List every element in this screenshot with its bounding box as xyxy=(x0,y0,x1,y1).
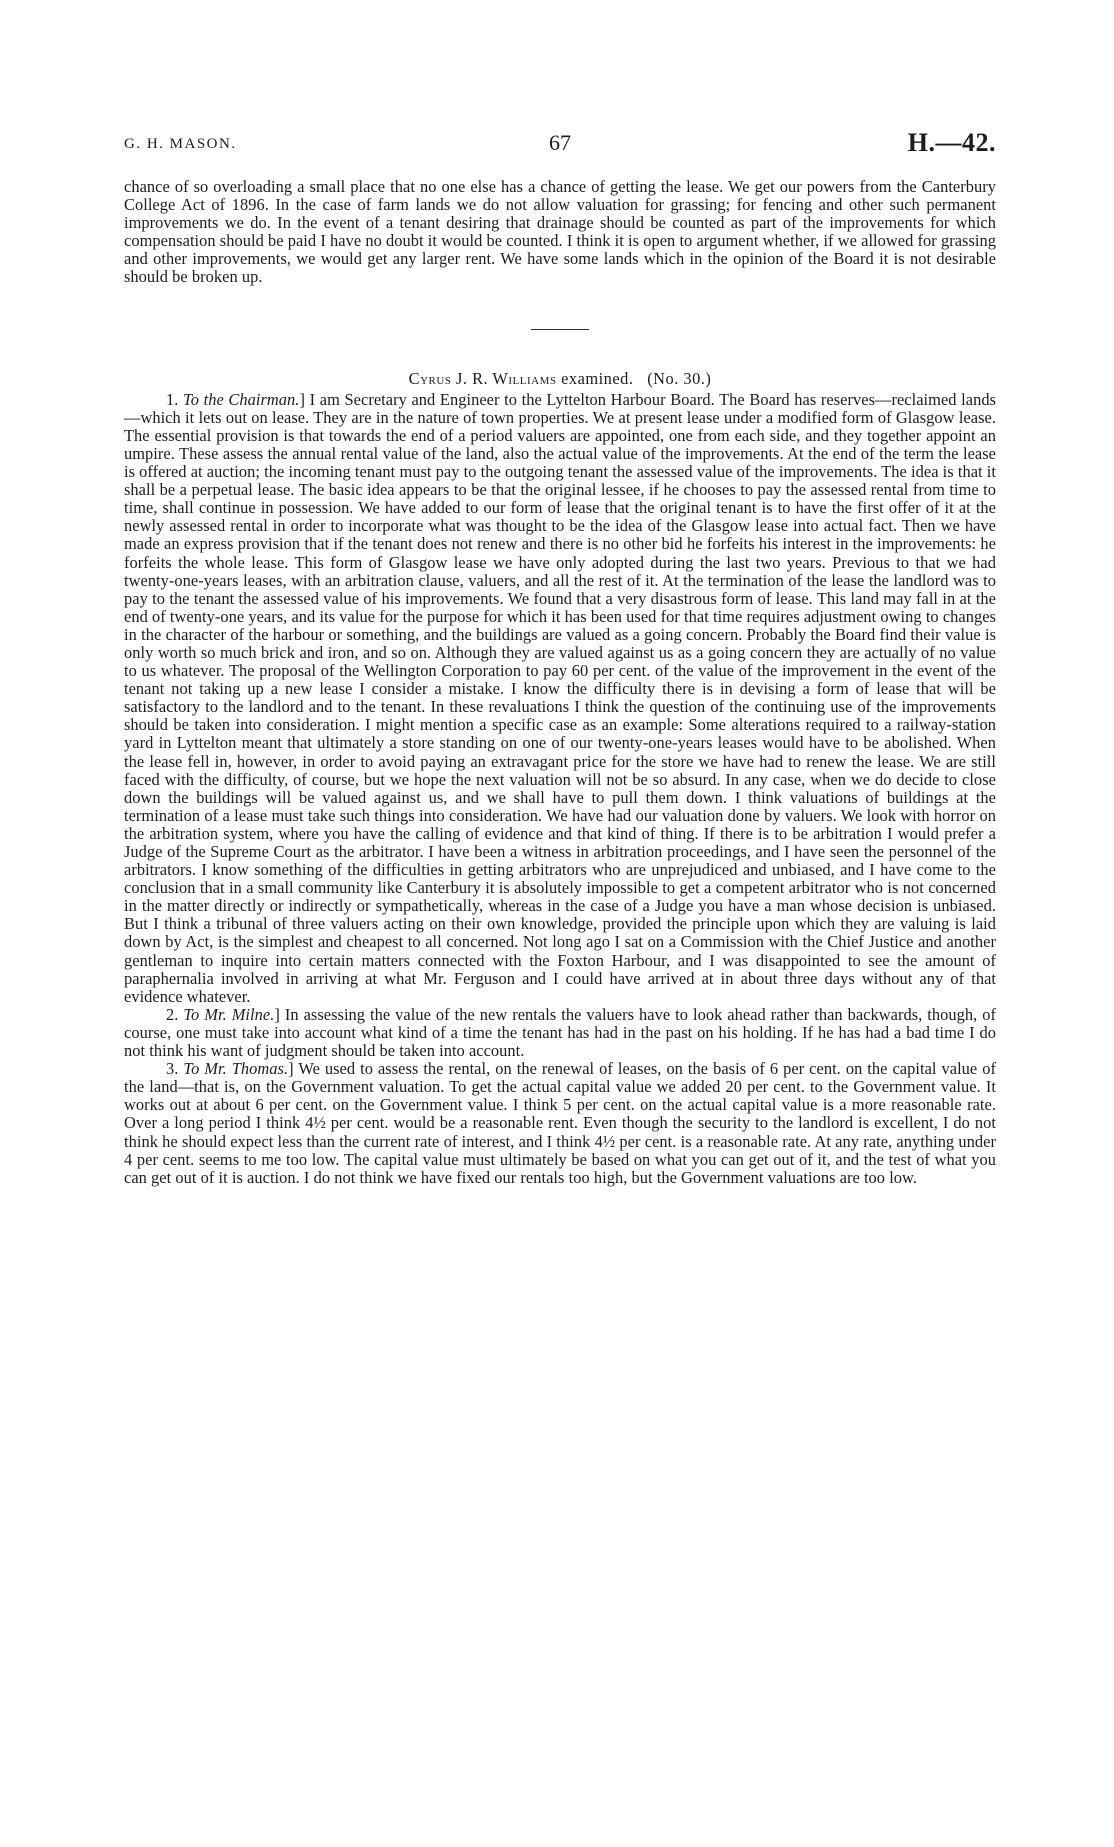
question-examiner: To Mr. Milne. xyxy=(183,1004,275,1024)
question-text: We used to assess the rental, on the renewal of leases, on the basis of 6 per cent. on the capital value of the land—that is, on the Government valuation. To get the actual capital value we added 20 per cent. to the Government value. It works out at about 6 per cent. on the Government value. I think 5 per cent. on the actual capital value is a more reasonable rate. Over a long period I think 4½ per cent. would be a reasonable rent. Even though the security to the landlord is excellent, I do not think he should expect less than the current rate of interest, and I think 4½ per cent. is a reasonable rate. At any rate, anything under 4 per cent. seems to me too low. The capital value must ultimately be based on what you can get out of it, and the test of what you can get out of it is auction. I do not think we have fixed our rentals too high, but the Government valuations are too low. xyxy=(124,1059,996,1187)
document-reference: H.—42. xyxy=(907,128,996,157)
question-examiner: To Mr. Thomas. xyxy=(183,1059,289,1079)
question-paragraph-1: 1. To the Chairman.] I am Secretary and Engineer to the Lyttelton Harbour Board. The Board has reserves—reclaimed lands—which it lets out on lease. They are in the nature of town properties. We at present lease under a modified form of Glasgow lease. The essential provision is that towards the end of a period valuers are appointed, one from each side, and they together appoint an umpire. These assess the annual rental value of the land, also the actual value of the improvements. At the end of the term the lease is offered at auction; the incoming tenant must pay to the outgoing tenant the assessed value of the improvements. The idea is that it shall be a perpetual lease. The basic idea appears to be that the original lessee, if he chooses to pay the assessed rental from time to time, shall continue in possession. We have added to our form of lease that the original tenant is to have the first offer of it at the newly assessed rental in order to incorporate what was thought to be the idea of the Glasgow lease into actual fact. Then we have made an express provision that if the tenant does not renew and there is no other bid he forfeits his interest in the improvements: he forfeits the whole lease. This form of Glasgow lease we have only adopted during the last two years. Previous to that we had twenty-one-years leases, with an arbitration clause, valuers, and all the rest of it. At the termination of the lease the landlord was to pay to the tenant the assessed value of his improvements. We found that a very disastrous form of lease. This land may fall in at the end of twenty-one years, and its value for the purpose for which it has been used for that time requires adjustment owing to changes in the character of the harbour or something, and the buildings are valued as a going concern. Probably the Board find their value is only worth so much brick and iron, and so on. Although they are valued against us as a going concern they are actually of no value to us whatever. The proposal of the Wellington Corporation to pay 60 per cent. of the value of the improvement in the event of the tenant not taking up a new lease I consider a mistake. I know the difficulty there is in devising a form of lease that will be satisfactory to the landlord and to the tenant. In these revaluations I think the question of the continuing use of the improvements should be taken into consideration. I might mention a specific case as an example: Some alterations required to a railway-station yard in Lyttelton meant that ultimately a store standing on one of our twenty-one-years leases would have to be abolished. When the lease fell in, however, in order to avoid paying an extravagant price for the store we have had to renew the lease. We are still faced with the difficulty, of course, but we hope the next valuation will not be so absurd. In any case, when we do decide to close down the buildings will be valued against us, and we shall have to pull them down. I think valuations of buildings at the termination of a lease must take such things into consideration. We have had our valuation done by valuers. We look with horror on the arbitration system, where you have the calling of evidence and that kind of thing. If there is to be arbitration I would prefer a Judge of the Supreme Court as the arbitrator. I have been a witness in arbitration proceedings, and I have seen the personnel of the arbitrators. I know something of the difficulties in getting arbitrators who are unprejudiced and unbiased, and I have come to the conclusion that in a small community like Canterbury it is absolutely impossible to get a competent arbitrator who is not concerned in the matter directly or indirectly or sympathetically, whereas in the case of a Judge you have a man whose decision is unbiased. But I think a tribunal of three valuers acting on their own knowledge, provided the principle upon which they are valuing is laid down by Act, is the simplest and cheapest to all concerned. Not long ago I sat on a Commission with the Chief Justice and another gentleman to inquire into certain matters connected with the Foxton Harbour, and I was disappointed to see the amount of paraphernalia involved in arriving at what Mr. Ferguson and I could have arrived at in about three days without any of that evidence whatever. xyxy=(124,389,996,1006)
question-number: 2. xyxy=(166,1004,179,1024)
intro-paragraph: chance of so overloading a small place that no one else has a chance of getting the lease. We get our powers from the Canterbury College Act of 1896. In the case of farm lands we do not allow valuation for grassing; for fencing and other such permanent improvements we do. In the event of a tenant desiring that drainage should be counted as part of the improvements for which compensation should be paid I have no doubt it would be counted. I think it is open to argument whether, if we allowed for grassing and other improvements, we would get any larger rent. We have some lands which in the opinion of the Board it is not desirable should be broken up. xyxy=(124,177,996,287)
question-paragraph-3: 3. To Mr. Thomas.] We used to assess the rental, on the renewal of leases, on the basis of 6 per cent. on the capital value of the land—that is, on the Government valuation. To get the actual capital value we added 20 per cent. to the Government value. It works out at about 6 per cent. on the Government value. I think 5 per cent. on the actual capital value is a more reasonable rate. Over a long period I think 4½ per cent. would be a reasonable rent. Even though the security to the landlord is excellent, I do not think he should expect less than the current rate of interest, and I think 4½ per cent. is a reasonable rate. At any rate, anything under 4 per cent. seems to me too low. The capital value must ultimately be based on what you can get out of it, and the test of what you can get out of it is auction. I do not think we have fixed our rentals too high, but the Government valuations are too low. xyxy=(124,1059,996,1187)
question-text: In assessing the value of the new rentals the valuers have to look ahead rather than backwards, though, of course, one must take into account what kind of a time the tenant has had in the past on his holding. If he has had a bad time I do not think his want of judgment should be taken into account. xyxy=(124,1004,996,1061)
section-divider xyxy=(531,329,589,330)
question-examiner: To the Chairman. xyxy=(183,389,300,409)
question-number: 3. xyxy=(166,1059,179,1079)
witness-heading xyxy=(124,370,996,388)
page-number: 67 xyxy=(549,130,571,155)
question-paragraph-2: 2. To Mr. Milne.] In assessing the value of the new rentals the valuers have to look ahead rather than backwards, though, of course, one must take into account what kind of a time the tenant has had in the past on his holding. If he has had a bad time I do not think his want of judgment should be taken into account. xyxy=(124,1004,996,1061)
document-page xyxy=(124,128,996,1187)
question-text: I am Secretary and Engineer to the Lyttelton Harbour Board. The Board has reserves—reclaimed lands—which it lets out on lease. They are in the nature of town properties. We at present lease under a modified form of Glasgow lease. The essential provision is that towards the end of a period valuers are appointed, one from each side, and they together appoint an umpire. These assess the annual rental value of the land, also the actual value of the improvements. At the end of the term the lease is offered at auction; the incoming tenant must pay to the outgoing tenant the assessed value of the improvements. The idea is that it shall be a perpetual lease. The basic idea appears to be that the original lessee, if he chooses to pay the assessed rental from time to time, shall continue in possession. We have added to our form of lease that the original tenant is to have the first offer of it at the newly assessed rental in order to incorporate what was thought to be the idea of the Glasgow lease into actual fact. Then we have made an express provision that if the tenant does not renew and there is no other bid he forfeits his interest in the improvements: he forfeits the whole lease. This form of Glasgow lease we have only adopted during the last two years. Previous to that we had twenty-one-years leases, with an arbitration clause, valuers, and all the rest of it. At the termination of the lease the landlord was to pay to the tenant the assessed value of his improvements. We found that a very disastrous form of lease. This land may fall in at the end of twenty-one years, and its value for the purpose for which it has been used for that time requires adjustment owing to changes in the character of the harbour or something, and the buildings are valued as a going concern. Probably the Board find their value is only worth so much brick and iron, and so on. Although they are valued against us as a going concern they are actually of no value to us whatever. The proposal of the Wellington Corporation to pay 60 per cent. of the value of the improvement in the event of the tenant not taking up a new lease I consider a mistake. I know the difficulty there is in devising a form of lease that will be satisfactory to the landlord and to the tenant. In these revaluations I think the question of the continuing use of the improvements should be taken into consideration. I might mention a specific case as an example: Some alterations required to a railway-station yard in Lyttelton meant that ultimately a store standing on one of our twenty-one-years leases would have to be abolished. When the lease fell in, however, in order to avoid paying an extravagant price for the store we have had to renew the lease. We are still faced with the difficulty, of course, but we hope the next valuation will not be so absurd. In any case, when we do decide to close down the buildings will be valued against us, and we shall have to pull them down. I think valuations of buildings at the termination of a lease must take such things into consideration. We have had our valuation done by valuers. We look with horror on the arbitration system, where you have the calling of evidence and that kind of thing. If there is to be arbitration I would prefer a Judge of the Supreme Court as the arbitrator. I have been a witness in arbitration proceedings, and I have seen the personnel of the arbitrators. I know something of the difficulties in getting arbitrators who are unprejudiced and unbiased, and I have come to the conclusion that in a small community like Canterbury it is absolutely impossible to get a competent arbitrator who is not concerned in the matter directly or indirectly or sympathetically, whereas in the case of a Judge you have a man whose decision is unbiased. But I think a tribunal of three valuers acting on their own knowledge, provided the principle upon which they are valuing is laid down by Act, is the simplest and cheapest to all concerned. Not long ago I sat on a Commission with the Chief Justice and another gentleman to inquire into certain matters connected with the Foxton Harbour, and I was disappointed to see the amount of paraphernalia involved in arriving at what Mr. Ferguson and I could have arrived at in about three days without any of that evidence whatever. xyxy=(124,389,996,1006)
question-number: 1. xyxy=(166,389,179,409)
witness-status: examined. xyxy=(561,368,634,388)
witness-name: Cyrus J. R. Williams xyxy=(408,368,557,388)
page-header xyxy=(124,128,996,164)
witness-number: (No. 30.) xyxy=(647,368,712,388)
header-witness-name: G. H. MASON. xyxy=(124,136,237,152)
